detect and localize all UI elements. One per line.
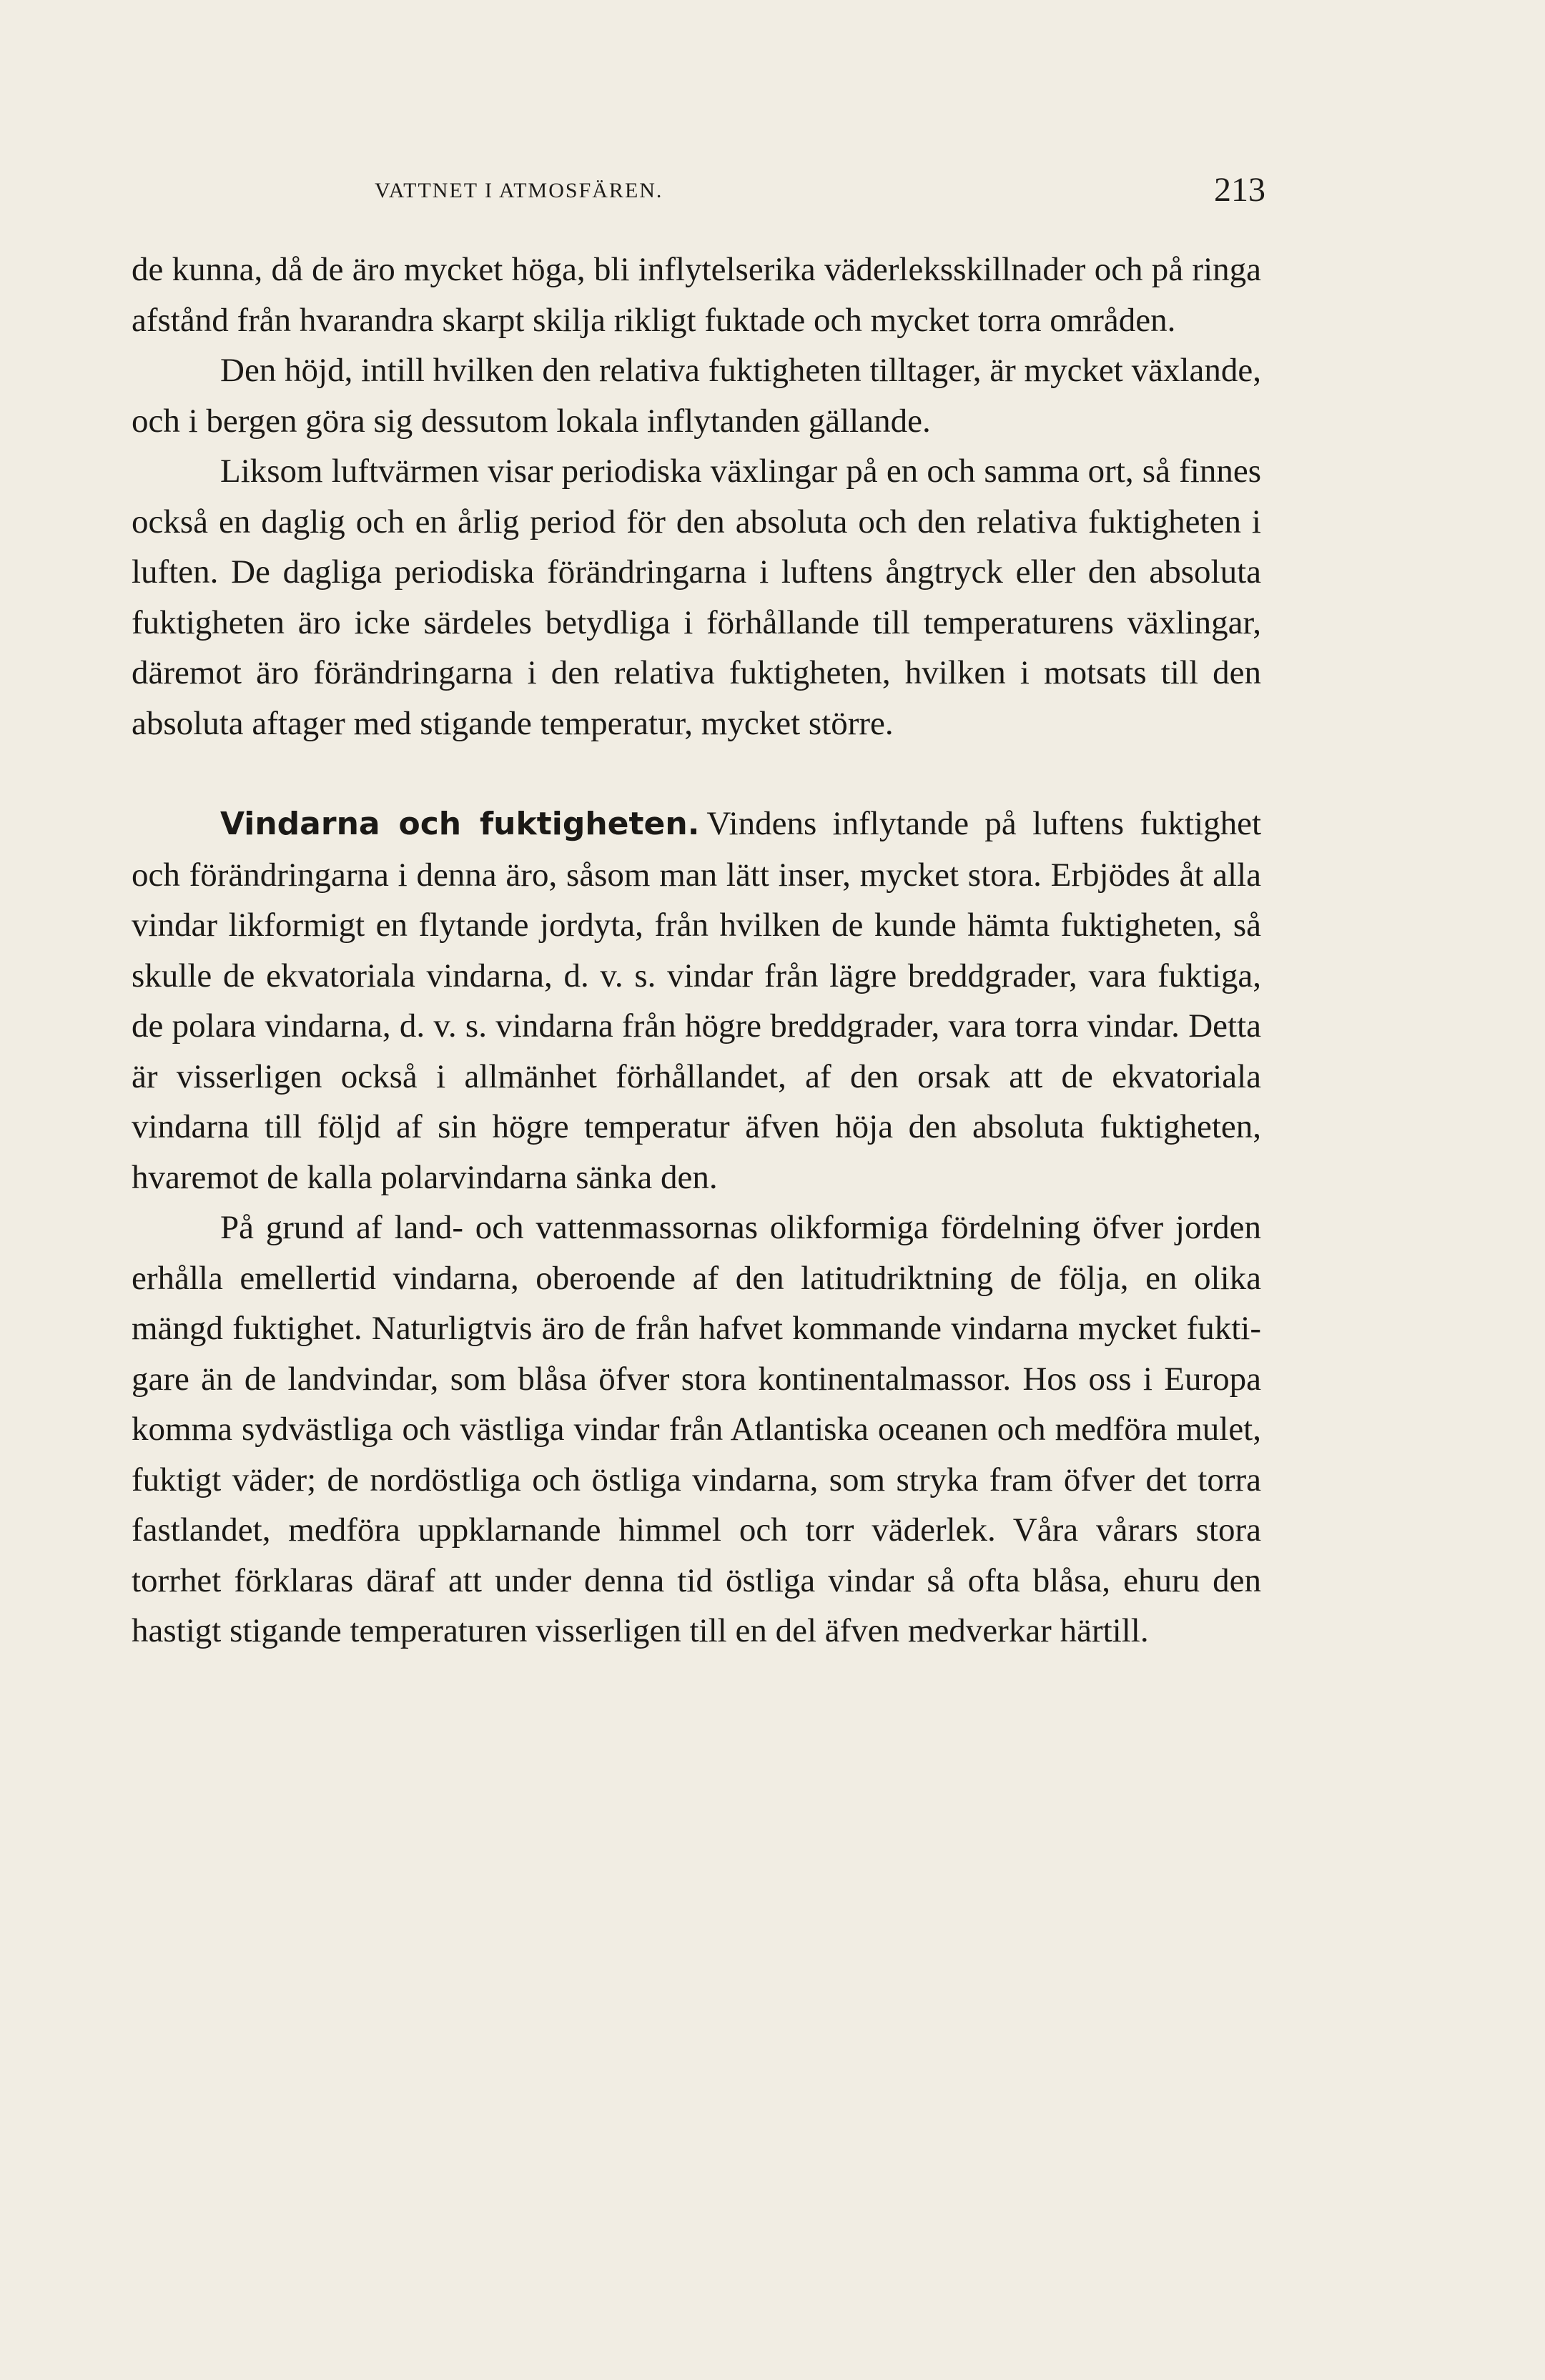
section-paragraph-1-text: Vindens inflytande på luftens fuktighet och förändringarna i denna äro, såsom man lätt inser, mycket stora. Erbjödes åt alla vindar likformigt en flytande jordyta, från hvilken de kunde hämta fuktigheten, så skulle de ekvatoriala vindarna, d. v. s. vindar från lägre breddgrader, vara fuktiga, de polara vindarna, d. v. s. vindarna från högre breddgrader, vara torra vindar. Detta är visserligen också i allmänhet förhållandet, af den orsak att de ekvatoriala vindarna till följd af sin högre temperatur äfven höja den absoluta fuktigheten, hvaremot de kalla polarvindarna sänka den.	[132, 805, 1261, 1196]
paragraph-1: de kunna, då de äro mycket höga, bli inflytelserika väderleksskillnader och på ringa afstånd från hvarandra skarpt skilja rikligt fuktade och mycket torra områden.	[132, 251, 1261, 339]
page-header	[129, 170, 1265, 213]
paragraph-2: Den höjd, intill hvilken den relativa fuktigheten tilltager, är mycket växlande, och i bergen göra sig dessutom lokala inflytanden gällande.	[132, 352, 1261, 440]
running-title: VATTNET I ATMOSFÄREN.	[375, 179, 663, 202]
section-paragraph-2: På grund af land- och vattenmassornas olikformiga fördelning öfver jorden erhålla emellertid vindarna, oberoende af den latitudriktning de följa, en olika mängd fuktighet. Naturligtvis äro de från hafvet kommande vindarna mycket fuktigare än de landvindar, som blåsa öfver stora kontinentalmassor. Hos oss i Europa komma sydvästliga och västliga vindar från Atlantiska oceanen och medföra mulet, fuktigt väder; de nordöstliga och östliga vindarna, som stryka fram öfver det torra fastlandet, medföra uppklarnande himmel och torr väderlek. Våra vårars stora torrhet förklaras däraf att under denna tid östliga vindar så ofta blåsa, ehuru den hastigt stigande temperaturen visserligen till en del äfven medverkar härtill.	[132, 1209, 1261, 1649]
paragraph-3: Liksom luftvärmen visar periodiska växlingar på en och samma ort, så finnes också en daglig och en årlig period för den absoluta och den relativa fuktigheten i luften. De dagliga periodiska förändringarna i luftens ångtryck eller den absoluta fuktigheten äro icke särdeles betydliga i förhållande till temperaturens växlingar, däremot äro förändringarna i den relativa fuktigheten, hvilken i motsats till den absoluta aftager med stigande temperatur, mycket större.	[132, 453, 1261, 742]
section-heading: Vindarna och fuktigheten.	[220, 806, 700, 842]
body-text	[132, 245, 1261, 1656]
page-number: 213	[1214, 171, 1265, 209]
section-paragraph-1	[132, 799, 1261, 1203]
